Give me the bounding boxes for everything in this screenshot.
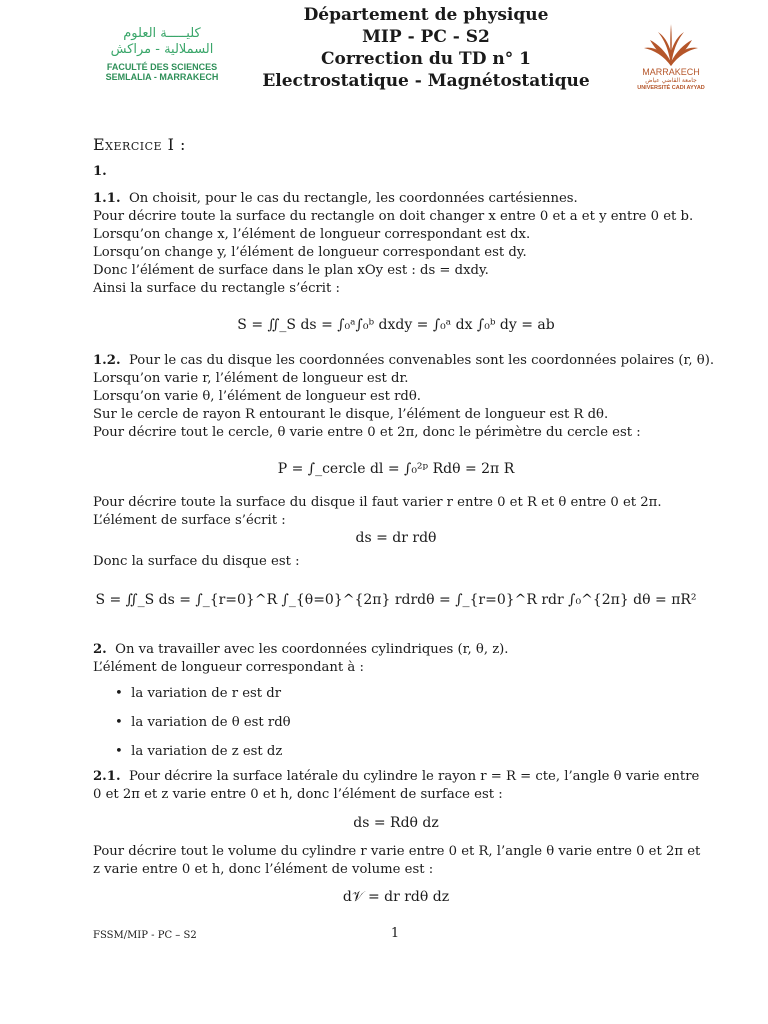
header-program: MIP - PC - S2 — [362, 27, 490, 47]
text-line: Pour décrire toute la surface du disque il faut varier r entre 0 et R et θ entre 0 et 2π. — [93, 495, 662, 510]
paragraph-1-2 — [93, 352, 715, 370]
text-line: Donc la surface du disque est : — [93, 554, 300, 569]
paragraph-2-1 — [93, 768, 699, 786]
section-label-1-2: 1.2. — [93, 353, 121, 368]
bullet-text: la variation de θ est rdθ — [131, 715, 291, 730]
list-item: • la variation de r est dr — [115, 686, 282, 701]
exercise-title: Exercice I : — [93, 135, 186, 154]
equation-lateral-surface: ds = Rdθ dz — [353, 815, 439, 831]
university-name: MARRAKECH — [642, 67, 700, 77]
list-item: • la variation de z est dz — [115, 744, 283, 759]
section-label-2-1: 2.1. — [93, 769, 121, 784]
section-label-1-1: 1.1. — [93, 191, 121, 206]
faculty-arabic-line1: كليـــــة العلوم — [123, 26, 201, 41]
text-line: Lorsqu’on change y, l’élément de longueur correspondant est dy. — [93, 245, 527, 260]
paragraph-1-1 — [93, 190, 699, 208]
page-number: 1 — [390, 926, 400, 941]
university-arabic: جامعة القاضي عياض — [645, 77, 697, 84]
footer-label: FSSM/MIP - PC – S2 — [93, 930, 197, 941]
text-line: Sur le cercle de rayon R entourant le disque, l’élément de longueur est R dθ. — [93, 407, 609, 422]
faculty-french-line2: SEMLALIA - MARRAKECH — [105, 72, 219, 82]
text-line: Lorsqu’on change x, l’élément de longueur correspondant est dx. — [93, 227, 531, 242]
paragraph-2-1-text: Pour décrire la surface latérale du cylindre le rayon r = R = cte, l’angle θ varie entre — [128, 769, 700, 784]
list-item: • la variation de θ est rdθ — [115, 715, 291, 730]
text-line: Ainsi la surface du rectangle s’écrit : — [93, 281, 340, 296]
equation-volume-element: d𝒱 = dr rdθ dz — [342, 889, 450, 905]
header-subject: Electrostatique - Magnétostatique — [262, 71, 590, 91]
text-line: Lorsqu’on varie θ, l’élément de longueur est rdθ. — [93, 389, 421, 404]
text-line: z varie entre 0 et h, donc l’élément de volume est : — [93, 862, 434, 877]
faculty-arabic-line2: السملالية - مراكش — [110, 42, 214, 57]
university-french: UNIVERSITÉ CADI AYYAD — [637, 85, 705, 91]
paragraph-2-text: On va travailler avec les coordonnées cylindriques (r, θ, z). — [115, 642, 509, 657]
faculty-french-line1: FACULTÉ DES SCIENCES — [106, 62, 218, 72]
bullet-text: la variation de r est dr — [131, 686, 282, 701]
paragraph-1-2-text: Pour le cas du disque les coordonnées convenables sont les coordonnées polaires (r, θ). — [128, 353, 715, 368]
equation-disk-area: S = ∬_S ds = ∫_{r=0}^R ∫_{θ=0}^{2π} rdrdθ = ∫_{r=0}^R rdr ∫₀^{2π} dθ = πR² — [95, 592, 697, 608]
equation-perimeter: P = ∫_cercle dl = ∫₀²ᵖ Rdθ = 2π R — [277, 461, 515, 477]
text-line: Pour décrire tout le volume du cylindre r varie entre 0 et R, l’angle θ varie entre 0 et 2π et — [93, 844, 701, 859]
equation-disk-element: ds = dr rdθ — [355, 530, 437, 546]
text-line: L’élément de surface s’écrit : — [93, 513, 286, 528]
paragraph-1-1-text: On choisit, pour le cas du rectangle, les coordonnées cartésiennes. — [128, 191, 578, 206]
section-label-2: 2. — [93, 642, 107, 657]
text-line: Lorsqu’on varie r, l’élément de longueur est dr. — [93, 371, 409, 386]
bullet-text: la variation de z est dz — [131, 744, 283, 759]
text-line: L’élément de longueur correspondant à : — [93, 660, 364, 675]
text-line: 0 et 2π et z varie entre 0 et h, donc l’élément de surface est : — [93, 787, 503, 802]
equation-rectangle-area: S = ∬_S ds = ∫₀ᵃ∫₀ᵇ dxdy = ∫₀ᵃ dx ∫₀ᵇ dy = ab — [237, 317, 555, 333]
paragraph-2 — [93, 641, 699, 659]
text-line: Pour décrire toute la surface du rectangle on doit changer x entre 0 et a et y entre 0 et b. — [93, 209, 694, 224]
text-line: Donc l’élément de surface dans le plan xOy est : ds = dxdy. — [93, 263, 489, 278]
header-correction: Correction du TD n° 1 — [321, 49, 531, 69]
header-department: Département de physique — [303, 5, 549, 25]
text-line: Pour décrire tout le cercle, θ varie entre 0 et 2π, donc le périmètre du cercle est : — [93, 425, 641, 440]
section-1: 1. — [93, 164, 107, 179]
